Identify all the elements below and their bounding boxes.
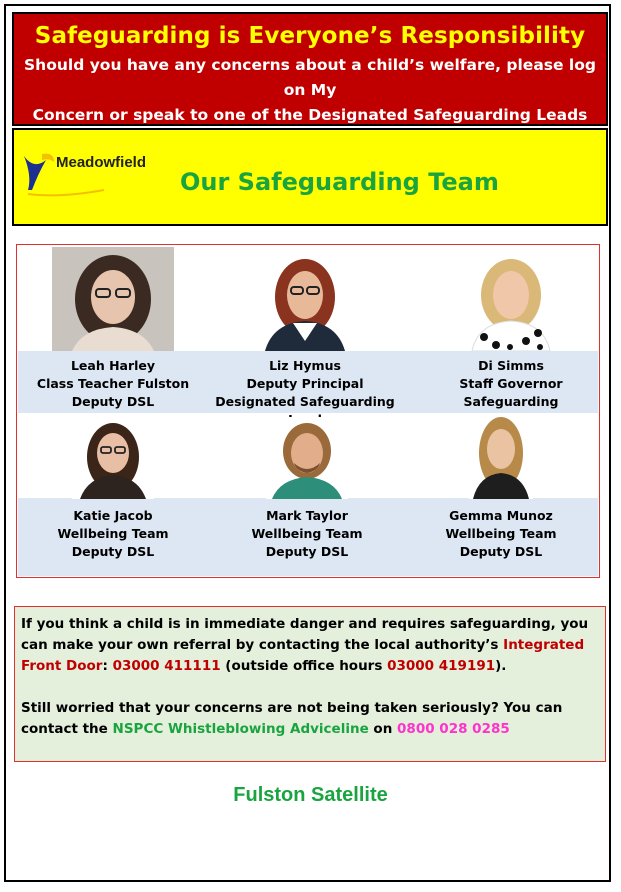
referral-text: If you think a child is in immediate danger and requires safeguarding, you can make your own referral by contacting the local authority’s: [21, 616, 589, 653]
staff-photo: [469, 413, 533, 499]
nspcc-adviceline-label: NSPCC Whistleblowing Adviceline: [112, 721, 369, 737]
staff-name: Mark Taylor: [266, 508, 348, 523]
staff-name: Katie Jacob: [73, 508, 153, 523]
staff-card: [13, 417, 213, 561]
whistleblowing-text: Still worried that your concerns are not being taken seriously? You can contact the: [21, 700, 563, 737]
staff-role: Deputy Principal: [246, 376, 364, 391]
staff-photo: [266, 417, 348, 499]
integrated-front-door-label: Integrated Front Door: [21, 637, 585, 674]
staff-duty: Deputy DSL: [71, 544, 155, 559]
staff-card: [205, 251, 405, 429]
whistleblowing-text: on: [368, 721, 398, 737]
staff-card: [13, 247, 213, 411]
staff-name: Leah Harley: [70, 358, 156, 373]
staff-duty: Deputy DSL: [265, 544, 349, 559]
referral-text: (outside office hours: [220, 658, 388, 674]
referral-paragraph: [21, 614, 597, 677]
staff-role: Staff Governor: [459, 376, 563, 391]
staff-card: [411, 251, 611, 411]
staff-photo: [72, 417, 154, 499]
staff-name: Liz Hymus: [269, 358, 341, 373]
header-banner: [12, 12, 608, 126]
staff-card: [207, 417, 407, 561]
logo-wordmark: Meadowfield: [56, 154, 147, 171]
staff-role: Wellbeing Team: [445, 526, 557, 541]
referral-text: :: [102, 658, 113, 674]
header-message-line1: Should you have any concerns about a child’s welfare, please log on My: [24, 56, 596, 99]
referral-text: ).: [495, 658, 507, 674]
footer-title: Fulston Satellite: [233, 784, 388, 806]
team-title: Our Safeguarding Team: [180, 168, 499, 196]
staff-photo: [470, 251, 552, 351]
staff-role: Wellbeing Team: [57, 526, 169, 541]
whistleblowing-paragraph: [21, 698, 597, 740]
staff-card: [401, 413, 601, 561]
integrated-front-door-phone: 03000 411111: [112, 658, 221, 674]
staff-panel: [16, 244, 600, 578]
referral-info-box: [14, 606, 606, 762]
staff-name: Di Simms: [478, 358, 544, 373]
page-title: Safeguarding is Everyone’s Responsibility: [34, 23, 586, 49]
staff-photo: [259, 251, 351, 351]
staff-duty: Deputy DSL: [459, 544, 543, 559]
staff-duty: Safeguarding: [463, 394, 559, 409]
staff-duty: Deputy DSL: [71, 394, 155, 409]
team-banner: [12, 128, 608, 226]
staff-role: Wellbeing Team: [251, 526, 363, 541]
staff-duty: Designated Safeguarding: [215, 394, 395, 409]
out-of-hours-phone: 03000 419191: [387, 658, 496, 674]
staff-name: Gemma Munoz: [449, 508, 553, 523]
header-message-line2: Concern or speak to one of the Designated Safeguarding Leads: [32, 106, 588, 124]
nspcc-phone: 0800 028 0285: [397, 721, 510, 737]
staff-photo: [52, 247, 174, 351]
staff-role: Class Teacher Fulston: [36, 376, 190, 391]
